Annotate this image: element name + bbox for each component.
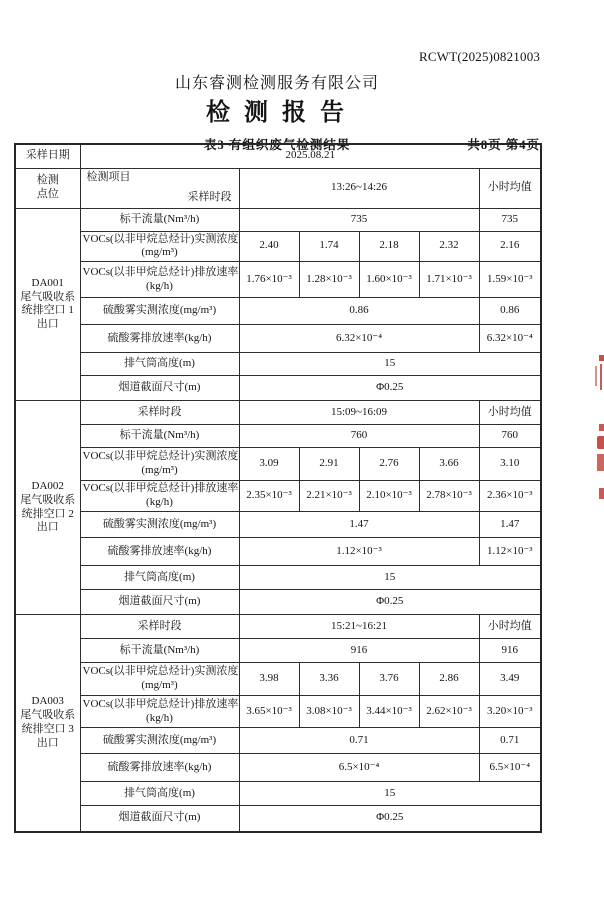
table-row (15, 806, 541, 832)
acid-conc-label: 硫酸雾实测浓度(mg/m³) (80, 298, 239, 325)
acid-rate-value: 6.5×10⁻⁴ (239, 754, 479, 782)
point-cell-da001: DA001 尾气吸收系 统排空口 1 出口 (15, 208, 80, 401)
acid-conc-label: 硫酸雾实测浓度(mg/m³) (80, 728, 239, 754)
stack-height-label: 排气筒高度(m) (80, 566, 239, 590)
voc-conc-avg: 2.16 (479, 231, 541, 262)
duct-size-value: Φ0.25 (239, 376, 541, 401)
acid-conc-value: 0.86 (239, 298, 479, 325)
edge-stamp-fragment (597, 436, 604, 449)
voc-rate-v2: 1.28×10⁻³ (299, 262, 359, 298)
voc-rate-v4: 2.62×10⁻³ (419, 696, 479, 728)
acid-rate-avg: 6.32×10⁻⁴ (479, 325, 541, 353)
table-row (15, 481, 541, 512)
point-cell-da002: DA002 尾气吸收系 统排空口 2 出口 (15, 401, 80, 615)
table-row (15, 512, 541, 538)
table-row (15, 590, 541, 615)
voc-rate-v1: 2.35×10⁻³ (239, 481, 299, 512)
table-row (15, 663, 541, 696)
voc-conc-avg: 3.49 (479, 663, 541, 696)
table-row (15, 566, 541, 590)
time-range-da003: 15:21~16:21 (239, 615, 479, 639)
acid-conc-avg: 0.71 (479, 728, 541, 754)
table-row (15, 782, 541, 806)
table-caption: 表3 有组织废气检测结果 (204, 138, 351, 152)
acid-rate-value: 6.32×10⁻⁴ (239, 325, 479, 353)
voc-rate-avg: 3.20×10⁻³ (479, 696, 541, 728)
acid-rate-avg: 1.12×10⁻³ (479, 538, 541, 566)
acid-rate-avg: 6.5×10⁻⁴ (479, 754, 541, 782)
voc-rate-label: VOCs(以非甲烷总烃计)排放速率 (kg/h) (80, 262, 239, 298)
voc-conc-v4: 2.32 (419, 231, 479, 262)
table-row (15, 639, 541, 663)
edge-stamp (590, 352, 604, 508)
sampling-date-value: 2025.08.21 (80, 144, 541, 168)
duct-size-label: 烟道截面尺寸(m) (80, 376, 239, 401)
edge-stamp-fragment (599, 424, 604, 431)
page-number-info: 共8页 第4页 (467, 138, 540, 152)
stack-height-value: 15 (239, 353, 541, 376)
table-row (15, 425, 541, 448)
table-row (15, 231, 541, 262)
table-header-row (15, 168, 541, 208)
hour-avg-header-da003: 小时均值 (479, 615, 541, 639)
voc-conc-v3: 2.76 (359, 448, 419, 481)
flow-label: 标干流量(Nm³/h) (80, 208, 239, 231)
edge-stamp-fragment (599, 488, 604, 499)
flow-label: 标干流量(Nm³/h) (80, 639, 239, 663)
acid-rate-label: 硫酸雾排放速率(kg/h) (80, 325, 239, 353)
voc-rate-v2: 2.21×10⁻³ (299, 481, 359, 512)
edge-stamp-fragment (600, 364, 603, 390)
table-row (15, 754, 541, 782)
time-range-da001: 13:26~14:26 (239, 168, 479, 208)
stack-height-label: 排气筒高度(m) (80, 782, 239, 806)
voc-rate-label: VOCs(以非甲烷总烃计)排放速率 (kg/h) (80, 696, 239, 728)
voc-rate-avg: 2.36×10⁻³ (479, 481, 541, 512)
voc-rate-v3: 2.10×10⁻³ (359, 481, 419, 512)
stack-height-label: 排气筒高度(m) (80, 353, 239, 376)
hour-avg-header-da001: 小时均值 (479, 168, 541, 208)
voc-rate-label: VOCs(以非甲烷总烃计)排放速率 (kg/h) (80, 481, 239, 512)
voc-conc-v3: 3.76 (359, 663, 419, 696)
edge-stamp-fragment (597, 454, 604, 471)
flow-value: 916 (239, 639, 479, 663)
report-title: 检 测 报 告 (206, 100, 348, 126)
company-name: 山东睿测检测服务有限公司 (174, 75, 379, 92)
time-range-da002: 15:09~16:09 (239, 401, 479, 425)
flow-avg: 916 (479, 639, 541, 663)
table-row (15, 144, 541, 168)
table-row (15, 401, 541, 425)
voc-conc-v4: 3.66 (419, 448, 479, 481)
voc-conc-v2: 1.74 (299, 231, 359, 262)
voc-conc-label: VOCs(以非甲烷总烃计)实测浓度 (mg/m³) (80, 663, 239, 696)
voc-rate-v3: 1.60×10⁻³ (359, 262, 419, 298)
hour-avg-header-da002: 小时均值 (479, 401, 541, 425)
voc-conc-v1: 2.40 (239, 231, 299, 262)
flow-avg: 760 (479, 425, 541, 448)
table-row (15, 298, 541, 325)
duct-size-value: Φ0.25 (239, 590, 541, 615)
table-row (15, 376, 541, 401)
voc-conc-v4: 2.86 (419, 663, 479, 696)
voc-rate-v2: 3.08×10⁻³ (299, 696, 359, 728)
acid-conc-value: 1.47 (239, 512, 479, 538)
table-row (15, 538, 541, 566)
sampling-date-label: 采样日期 (15, 144, 80, 168)
time-label-da002: 采样时段 (80, 401, 239, 425)
table-row (15, 208, 541, 231)
flow-avg: 735 (479, 208, 541, 231)
diag-top-label: 采样时段 (187, 191, 232, 203)
voc-conc-label: VOCs(以非甲烷总烃计)实测浓度 (mg/m³) (80, 231, 239, 262)
stack-height-value: 15 (239, 566, 541, 590)
acid-conc-avg: 0.86 (479, 298, 541, 325)
acid-rate-value: 1.12×10⁻³ (239, 538, 479, 566)
table-row (15, 728, 541, 754)
diag-bottom-label: 检测项目 (86, 171, 131, 184)
voc-conc-v2: 3.36 (299, 663, 359, 696)
duct-size-label: 烟道截面尺寸(m) (80, 590, 239, 615)
voc-conc-v3: 2.18 (359, 231, 419, 262)
edge-stamp-fragment (599, 355, 604, 361)
table-row (15, 353, 541, 376)
voc-conc-v2: 2.91 (299, 448, 359, 481)
voc-rate-v1: 3.65×10⁻³ (239, 696, 299, 728)
voc-rate-v4: 1.71×10⁻³ (419, 262, 479, 298)
point-column-header: 检测 点位 (15, 168, 80, 208)
voc-conc-avg: 3.10 (479, 448, 541, 481)
table-row (15, 325, 541, 353)
duct-size-value: Φ0.25 (239, 806, 541, 832)
acid-conc-avg: 1.47 (479, 512, 541, 538)
acid-rate-label: 硫酸雾排放速率(kg/h) (80, 754, 239, 782)
voc-rate-v4: 2.78×10⁻³ (419, 481, 479, 512)
acid-conc-value: 0.71 (239, 728, 479, 754)
voc-conc-label: VOCs(以非甲烷总烃计)实测浓度 (mg/m³) (80, 448, 239, 481)
acid-rate-label: 硫酸雾排放速率(kg/h) (80, 538, 239, 566)
stack-height-value: 15 (239, 782, 541, 806)
voc-conc-v1: 3.09 (239, 448, 299, 481)
table-row (15, 448, 541, 481)
voc-rate-avg: 1.59×10⁻³ (479, 262, 541, 298)
flow-label: 标干流量(Nm³/h) (80, 425, 239, 448)
edge-stamp-fragment (595, 366, 597, 386)
table-row (15, 615, 541, 639)
acid-conc-label: 硫酸雾实测浓度(mg/m³) (80, 512, 239, 538)
flow-value: 735 (239, 208, 479, 231)
time-label-da003: 采样时段 (80, 615, 239, 639)
point-cell-da003: DA003 尾气吸收系 统排空口 3 出口 (15, 615, 80, 832)
table-row (15, 262, 541, 298)
results-table (14, 143, 542, 833)
voc-conc-v1: 3.98 (239, 663, 299, 696)
voc-rate-v1: 1.76×10⁻³ (239, 262, 299, 298)
voc-rate-v3: 3.44×10⁻³ (359, 696, 419, 728)
diagonal-header-cell (80, 168, 239, 208)
table-row (15, 696, 541, 728)
flow-value: 760 (239, 425, 479, 448)
report-number: RCWT(2025)0821003 (419, 49, 541, 64)
duct-size-label: 烟道截面尺寸(m) (80, 806, 239, 832)
